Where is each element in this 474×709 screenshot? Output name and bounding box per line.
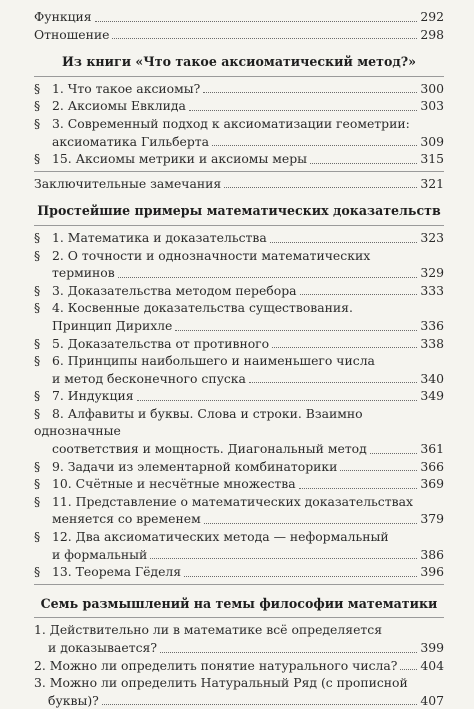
toc-entry[interactable] [34, 8, 444, 26]
entry-page: 315 [420, 151, 444, 167]
entry-page: 336 [420, 317, 444, 333]
entry-line [34, 229, 444, 247]
toc-entry[interactable] [34, 493, 444, 528]
entry-label [34, 528, 389, 546]
leader-dots [95, 20, 418, 22]
section-symbol: § [34, 98, 41, 114]
entry-line [34, 458, 444, 476]
entry-text: 2. Можно ли определить понятие натурального числа? [34, 657, 398, 673]
entry-page: 298 [420, 26, 444, 42]
entry-text: соответствия и мощность. Диагональный метод [52, 441, 367, 457]
entry-page: 338 [420, 335, 444, 351]
entry-label [34, 97, 186, 115]
leader-dots [300, 293, 418, 295]
section-symbol: § [34, 458, 41, 474]
entry-line [34, 97, 444, 115]
entry-label [34, 317, 172, 335]
leader-dots [150, 557, 417, 559]
leader-dots [184, 575, 417, 577]
section1-title: Из книги «Что такое аксиоматический метод?» [62, 54, 416, 70]
entry-text: меняется со временем [52, 511, 201, 527]
toc-entry[interactable] [34, 26, 444, 44]
toc-entry[interactable] [34, 299, 444, 334]
section-symbol: § [34, 529, 41, 545]
entry-page: 303 [420, 98, 444, 114]
entry-label [34, 150, 307, 168]
entry-page: 292 [420, 9, 444, 24]
toc-entry[interactable] [34, 247, 444, 282]
entry-label [34, 621, 382, 639]
entry-label [34, 546, 147, 564]
entry-page: 369 [420, 476, 444, 492]
entry-page: 300 [420, 80, 444, 96]
section-symbol: § [34, 229, 41, 245]
entry-text: аксиоматика Гильберта [52, 133, 210, 149]
entry-label [34, 80, 200, 98]
entry-line [34, 440, 444, 458]
section3-title: Семь размышлений на темы философии математики [40, 595, 438, 611]
entry-line [34, 80, 444, 98]
leader-dots [299, 487, 418, 489]
entry-text: 1. Действительно ли в математике всё определяется [34, 622, 383, 638]
entry-page: 329 [420, 265, 444, 281]
toc-entry[interactable] [34, 229, 444, 247]
toc-entry[interactable] [34, 97, 444, 115]
leader-dots [249, 381, 417, 383]
leader-dots [272, 346, 417, 348]
entry-line [34, 282, 444, 300]
section-symbol: § [34, 282, 41, 298]
section-symbol: § [34, 564, 41, 580]
toc-entry[interactable] [34, 621, 444, 656]
leader-dots [203, 91, 417, 93]
toc-entry[interactable] [34, 674, 444, 709]
entry-line [34, 352, 444, 370]
toc-entry[interactable] [34, 657, 444, 675]
section-symbol: § [34, 476, 41, 492]
entry-page: 361 [420, 441, 444, 457]
entry-line [34, 639, 444, 657]
entry-line [34, 621, 444, 639]
entry-text: 9. Задачи из элементарной комбинаторики [52, 458, 338, 474]
leader-dots [189, 109, 417, 111]
section-symbol: § [34, 151, 41, 167]
entry-text: 7. Индукция [52, 388, 134, 404]
leader-dots [137, 399, 418, 401]
entry-label [34, 458, 337, 476]
toc-entry[interactable] [34, 282, 444, 300]
entry-label [34, 133, 209, 151]
entry-line [34, 692, 444, 709]
entry-page: 323 [420, 229, 444, 245]
section2-rule-bottom [34, 584, 444, 585]
entry-label [34, 264, 115, 282]
toc-entry[interactable] [34, 563, 444, 581]
entry-text: 3. Можно ли определить Натуральный Ряд (с прописной [34, 675, 408, 691]
entry-line [34, 493, 444, 511]
entry-line [34, 563, 444, 581]
leader-dots [340, 469, 417, 471]
entry-line [34, 387, 444, 405]
entry-text: и доказывается? [48, 640, 157, 655]
toc-entry[interactable] [34, 458, 444, 476]
closing-remarks-entry[interactable] [34, 175, 444, 193]
section3-rule-top [34, 617, 444, 618]
entry-line [34, 475, 444, 493]
entry-text: 13. Теорема Гёделя [52, 564, 182, 580]
leader-dots [310, 162, 417, 164]
entry-line [34, 150, 444, 168]
entry-label [34, 352, 375, 370]
entry-line [34, 133, 444, 151]
entry-text: 12. Два аксиоматических метода — неформальный [52, 529, 389, 545]
section-symbol: § [34, 405, 41, 421]
entry-label [34, 440, 367, 458]
section-symbol: § [34, 115, 41, 131]
entry-label [34, 282, 297, 300]
entry-line [34, 657, 444, 675]
entry-text: 2. Аксиомы Евклида [52, 98, 186, 114]
entry-text: 1. Математика и доказательства [52, 229, 267, 245]
entry-text: 5. Доказательства от противного [52, 335, 270, 351]
top-entries [34, 8, 444, 43]
entry-label [34, 692, 99, 709]
section-symbol: § [34, 80, 41, 96]
section-symbol: § [34, 353, 41, 369]
section-symbol: § [34, 388, 41, 404]
entry-line [34, 405, 444, 440]
leader-dots [102, 703, 418, 705]
leader-dots [204, 522, 418, 524]
leader-dots [112, 37, 417, 39]
leader-dots [224, 186, 417, 188]
entry-label [34, 674, 408, 692]
entry-label [34, 299, 353, 317]
entry-text: 11. Представление о математических доказательствах [52, 493, 413, 509]
entry-page: 349 [420, 388, 444, 404]
toc-entry[interactable] [34, 80, 444, 98]
entry-label [34, 493, 413, 511]
toc-entry[interactable] [34, 150, 444, 168]
entry-line [34, 317, 444, 335]
entry-page: 379 [420, 511, 444, 527]
toc-entry[interactable] [34, 528, 444, 563]
section2-rule-top [34, 225, 444, 226]
leader-dots [400, 668, 417, 670]
leader-dots [118, 276, 418, 278]
entry-page: 340 [420, 370, 444, 386]
table-of-contents [34, 8, 444, 709]
entry-text: и метод бесконечного спуска [52, 370, 246, 386]
section-symbol: § [34, 493, 41, 509]
entry-line [34, 299, 444, 317]
section1-list [34, 80, 444, 168]
entry-text: 15. Аксиомы метрики и аксиомы меры [52, 151, 308, 167]
toc-entry[interactable] [34, 475, 444, 493]
entry-text: 8. Алфавиты и буквы. Слова и строки. Взаимно однозначные [34, 405, 363, 439]
leader-dots [370, 452, 418, 454]
entry-text: 10. Счётные и несчётные множества [52, 476, 296, 492]
section-symbol: § [34, 247, 41, 263]
entry-text: 1. Что такое аксиомы? [52, 80, 201, 96]
leader-dots [175, 329, 417, 331]
entry-label [34, 229, 267, 247]
toc-entry[interactable] [34, 405, 444, 458]
entry-line [34, 247, 444, 265]
entry-label: Функция [34, 9, 92, 24]
entry-page: 333 [420, 282, 444, 298]
entry-label [34, 563, 181, 581]
section-symbol: § [34, 335, 41, 351]
entry-label [34, 657, 397, 675]
entry-text: 4. Косвенные доказательства существования. [52, 300, 353, 316]
entry-line [34, 370, 444, 388]
entry-label [34, 510, 201, 528]
section2-title: Простейшие примеры математических доказательств [37, 203, 441, 219]
entry-text: 3. Современный подход к аксиоматизации геометрии: [52, 115, 410, 131]
leader-dots [160, 651, 417, 653]
entry-page: 396 [420, 564, 444, 580]
entry-label [34, 639, 157, 657]
entry-label [34, 247, 370, 265]
entry-line [34, 546, 444, 564]
entry-text: буквы)? [48, 692, 99, 708]
entry-text: 6. Принципы наибольшего и наименьшего числа [52, 353, 375, 369]
closing-remarks-label: Заключительные замечания [34, 175, 222, 191]
entry-page: 404 [420, 657, 444, 673]
toc-entry[interactable] [34, 335, 444, 353]
entry-page: 366 [420, 458, 444, 474]
entry-text: и формальный [52, 546, 148, 562]
entry-line [34, 528, 444, 546]
entry-text: 2. О точности и однозначности математических [52, 247, 371, 263]
entry-label [34, 115, 410, 133]
toc-entry[interactable] [34, 115, 444, 150]
entry-page: 309 [420, 133, 444, 149]
section1-rule-top [34, 76, 444, 77]
entry-label: Отношение [34, 26, 110, 42]
entry-text: терминов [52, 265, 115, 281]
entry-line [34, 335, 444, 353]
closing-remarks-page: 321 [420, 175, 444, 191]
leader-dots [212, 144, 417, 146]
entry-text: Принцип Дирихле [52, 317, 173, 333]
entry-line [34, 115, 444, 133]
section1-rule-bottom [34, 171, 444, 172]
entry-page: 399 [420, 640, 444, 655]
entry-label [34, 475, 296, 493]
entry-page: 386 [420, 546, 444, 562]
section2-list [34, 229, 444, 581]
toc-entry[interactable] [34, 387, 444, 405]
entry-label [34, 387, 134, 405]
entry-label [34, 370, 246, 388]
entry-line [34, 674, 444, 692]
entry-text: 3. Доказательства методом перебора [52, 282, 297, 298]
section-symbol: § [34, 300, 41, 316]
entry-label [34, 405, 444, 440]
entry-line [34, 264, 444, 282]
leader-dots [270, 241, 418, 243]
entry-page: 407 [420, 692, 444, 708]
entry-label [34, 335, 269, 353]
toc-entry[interactable] [34, 352, 444, 387]
section3-list [34, 621, 444, 709]
entry-line [34, 510, 444, 528]
